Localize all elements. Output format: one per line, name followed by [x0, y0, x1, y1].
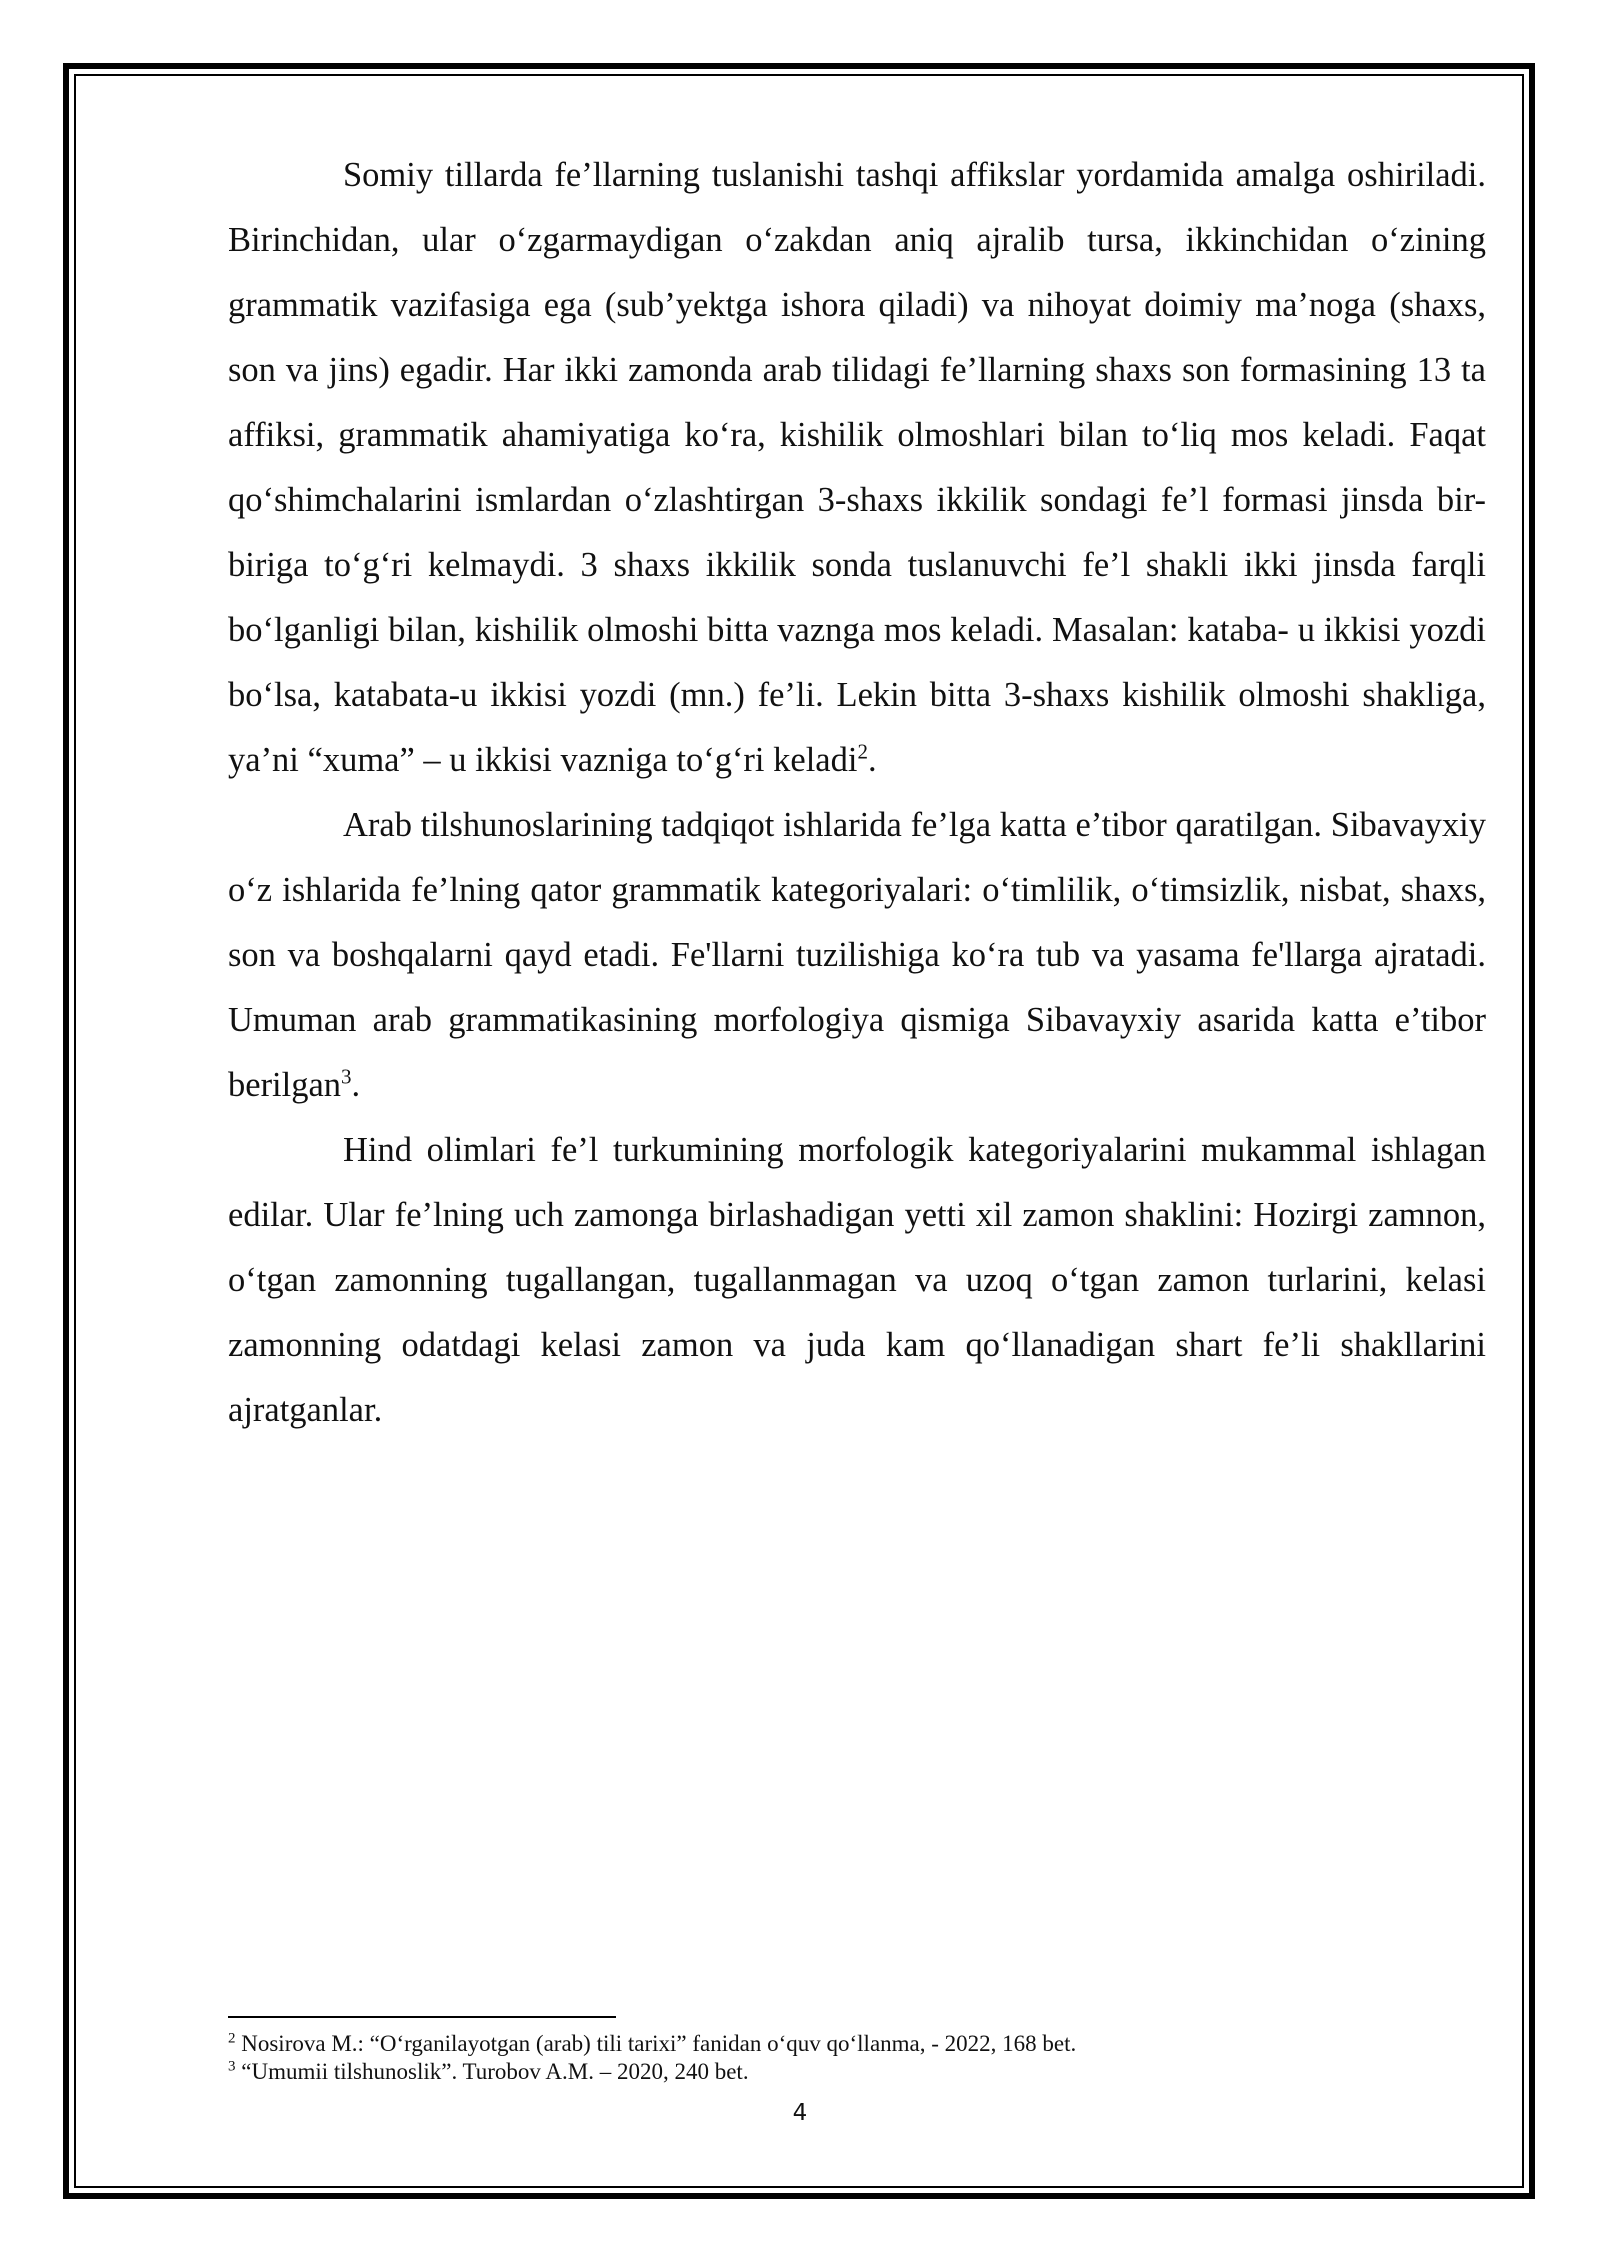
paragraph-3-text: Hind olimlari fe’l turkumining morfologik kategoriyalarini mukammal ishlagan edilar. Ular fe’lning uch zamonga birlashadigan yetti xil zamon shaklini: Hozirgi zamnon, o‘tgan zamonning tugallangan, tugallanmagan va uzoq o‘tgan zamon turlarini, kelasi zamonning odatdagi kelasi zamon va juda kam qo‘llanadigan shart fe’li shakllarini ajratganlar.	[228, 1131, 1486, 1429]
paragraph-2	[228, 793, 1486, 1118]
page-number: 4	[792, 2100, 808, 2126]
body-text	[228, 143, 1486, 1443]
footnote-3-mark: 3	[228, 2058, 236, 2075]
footnote-3-text: “Umumii tilshunoslik”. Turobov A.M. – 2020, 240 bet.	[235, 2059, 749, 2084]
footnotes	[228, 2030, 1486, 2086]
footnote-reference-3[interactable]: 3	[341, 1064, 352, 1089]
paragraph-1-text: Somiy tillarda fe’llarning tuslanishi tashqi affikslar yordamida amalga oshiriladi. Birinchidan, ular o‘zgarmaydigan o‘zakdan aniq ajralib tursa, ikkinchidan o‘zining grammatik vazifasiga ega (sub’yektga ishora qiladi) va nihoyat doimiy ma’noga (shaxs, son va jins) egadir. Har ikki zamonda arab tilidagi fe’llarning shaxs son formasining 13 ta affiksi, grammatik ahamiyatiga ko‘ra, kishilik olmoshlari bilan to‘liq mos keladi. Faqat qo‘shimchalarini ismlardan o‘zlashtirgan 3-shaxs ikkilik sondagi fe’l formasi jinsda bir-biriga to‘g‘ri kelmaydi. 3 shaxs ikkilik sonda tuslanuvchi fe’l shakli ikki jinsda farqli bo‘lganligi bilan, kishilik olmoshi bitta vaznga mos keladi. Masalan: kataba- u ikkisi yozdi bo‘lsa, katabata-u ikkisi yozdi (mn.) fe’li. Lekin bitta 3-shaxs kishilik olmoshi shakliga, ya’ni “xuma” – u ikkisi vazniga to‘g‘ri keladi	[228, 156, 1486, 779]
footnote-2	[228, 2030, 1486, 2058]
paragraph-1	[228, 143, 1486, 793]
paragraph-2-tail: .	[351, 1066, 361, 1104]
footnote-2-text: Nosirova M.: “O‘rganilayotgan (arab) tili tarixi” fanidan o‘quv qo‘llanma, - 2022, 168 bet.	[235, 2031, 1077, 2056]
paragraph-3	[228, 1118, 1486, 1443]
footnote-separator	[228, 2016, 616, 2018]
paragraph-2-text: Arab tilshunoslarining tadqiqot ishlarida fe’lga katta e’tibor qaratilgan. Sibavayxiy o‘z ishlarida fe’lning qator grammatik kategoriyalari: o‘timlilik, o‘timsizlik, nisbat, shaxs, son va boshqalarni qayd etadi. Fe'llarni tuzilishiga ko‘ra tub va yasama fe'llarga ajratadi. Umuman arab grammatikasining morfologiya qismiga Sibavayxiy asarida katta e’tibor berilgan	[228, 806, 1486, 1104]
footnote-3	[228, 2058, 1486, 2086]
footnote-reference-2[interactable]: 2	[857, 739, 868, 764]
paragraph-1-tail: .	[867, 741, 877, 779]
footnote-2-mark: 2	[228, 2030, 236, 2047]
